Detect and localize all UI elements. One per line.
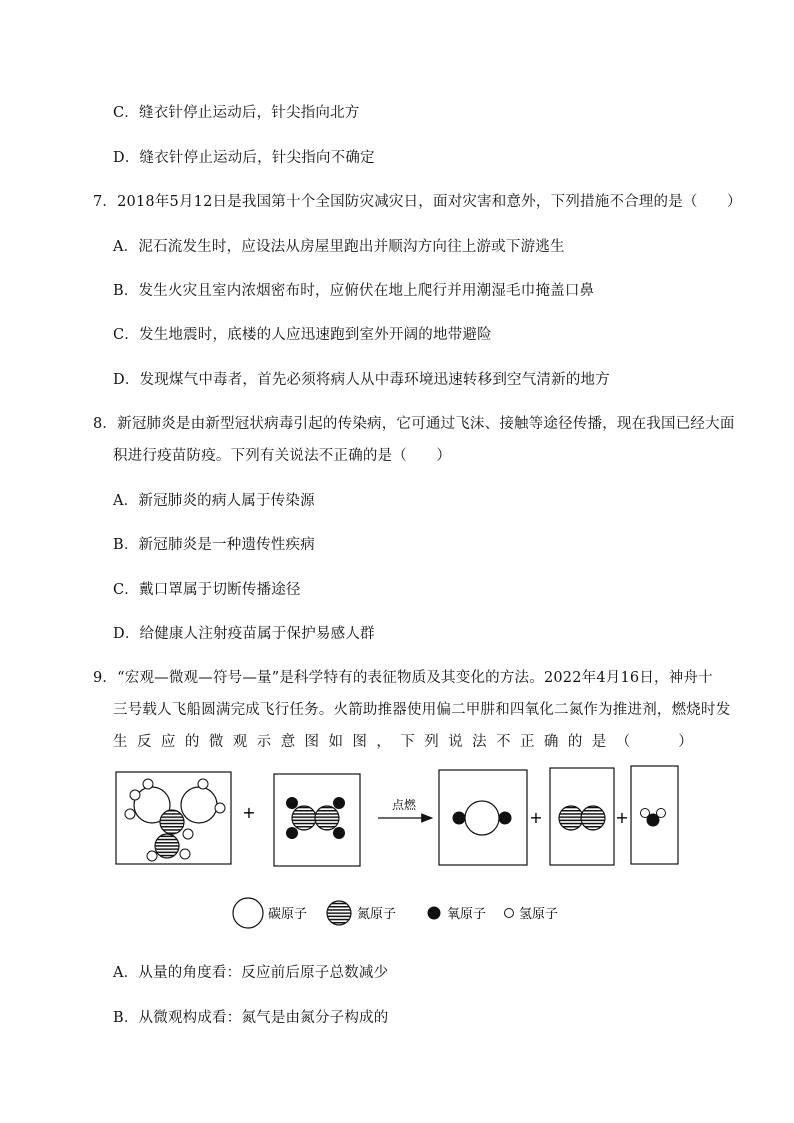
q9-stem-line-3-char: 不 (496, 734, 511, 750)
nitrogen-atom (581, 806, 605, 830)
q9-stem-line-1: 9．“宏观—微观—符号—量”是科学特有的表征物质及其变化的方法。2022年4月16日，神舟十 (93, 670, 713, 686)
q8-option-d: D．给健康人注射疫苗属于保护易感人群 (113, 626, 375, 642)
q7-option-c: C．发生地震时，底楼的人应迅速跑到室外开阔的地带避险 (113, 327, 492, 343)
q7-stem: 7．2018年5月12日是我国第十个全国防灾减灾日，面对灾害和意外，下列措施不合理的是（ ） (93, 194, 742, 210)
reactant-2-box (274, 774, 360, 866)
plus-sign: + (615, 808, 629, 827)
legend-nitrogen (327, 901, 396, 925)
nitrogen-atom (160, 810, 184, 834)
carbon-legend-icon (233, 898, 263, 928)
q7-option-d: D．发现煤气中毒者，首先必须将病人从中毒环境迅速转移到空气清新的地方 (113, 372, 610, 388)
q7-option-a: A．泥石流发生时，应设法从房屋里跑出并顺沟方向往上游或下游逃生 (113, 239, 565, 255)
legend-carbon (233, 898, 307, 928)
hydrogen-legend-icon (505, 909, 514, 918)
q9-option-b: B．从微观构成看：氮气是由氮分子构成的 (113, 1010, 389, 1026)
q9-stem-line-3-char: 如 (328, 734, 344, 750)
nitrogen-legend-icon (327, 901, 351, 925)
oxygen-atom (333, 827, 345, 839)
q8-option-b: B．新冠肺炎是一种遗传性疾病 (113, 537, 315, 553)
q9-stem-line-3-char: 是 (591, 734, 607, 750)
q9-stem-line-3-char: 确 (543, 734, 559, 750)
q9-stem-line-3-char: 下 (400, 734, 415, 750)
oxygen-atom (499, 812, 512, 825)
product-1-box (439, 770, 527, 865)
reaction-diagram (110, 762, 690, 932)
q9-stem-line-3-char: 正 (519, 734, 535, 750)
hydrogen-atom (147, 851, 157, 861)
legend-nitrogen-label: 氮原子 (357, 907, 397, 922)
q9-stem-line-3-char: ） (678, 734, 693, 750)
legend-carbon-label: 碳原子 (268, 907, 308, 922)
q9-stem-line-2: 三号载人飞船圆满完成飞行任务。火箭助推器使用偏二甲肼和四氧化二氮作为推进剂，燃烧时发 (113, 702, 731, 718)
carbon-atom (181, 787, 217, 823)
carbon-atom (465, 801, 499, 835)
nitrogen-atom (315, 806, 339, 830)
q8-option-a: A．新冠肺炎的病人属于传染源 (113, 493, 315, 509)
nitrogen-atom (155, 834, 179, 858)
plus-sign: + (529, 808, 543, 827)
nitrogen-atom (559, 806, 583, 830)
q9-stem-line-3-char: 示 (256, 734, 272, 750)
hydrogen-atom (130, 790, 140, 800)
legend-hydrogen (505, 907, 559, 922)
q7-option-b: B．发生火灾且室内浓烟密布时，应俯伏在地上爬行并用潮湿毛巾掩盖口鼻 (113, 283, 595, 299)
q9-stem-line-3-char: ， (376, 734, 392, 750)
q9-stem-line-3-char: 微 (208, 734, 224, 750)
q9-stem-line-3-char: 的 (184, 734, 200, 750)
nitrogen-atom (292, 806, 316, 830)
q8-option-c: C．戴口罩属于切断传播途径 (113, 582, 301, 598)
q9-stem-line-3-char: 法 (472, 734, 487, 750)
hydrogen-atom (143, 779, 153, 789)
q9-stem-line-3 (113, 730, 693, 751)
q9-stem-line-3-char: 的 (567, 734, 583, 750)
oxygen-atom (453, 812, 466, 825)
q9-stem-line-3-char: 说 (448, 734, 463, 750)
hydrogen-atom (198, 779, 208, 789)
hydrogen-atom (657, 809, 666, 818)
q9-stem-line-3-char: （ (615, 734, 631, 750)
q6-option-d: D．缝衣针停止运动后，针尖指向不确定 (113, 150, 375, 166)
hydrogen-atom (183, 829, 193, 839)
oxygen-atom (286, 797, 298, 809)
q9-stem-line-3-char: 观 (232, 734, 248, 750)
q9-stem-line-3-char: 图 (352, 734, 368, 750)
q8-stem-line-1: 8．新冠肺炎是由新型冠状病毒引起的传染病，它可通过飞沫、接触等途径传播，现在我国已经大面 (93, 416, 735, 432)
legend-oxygen (428, 907, 487, 923)
q9-stem-line-3-char (640, 730, 669, 751)
q6-option-c: C．缝衣针停止运动后，针尖指向北方 (113, 105, 360, 121)
oxygen-legend-icon (428, 907, 441, 920)
q9-stem-line-3-char: 生 (113, 734, 128, 750)
ignite-label: 点燃 (391, 798, 417, 812)
q9-stem-line-3-char: 应 (160, 734, 176, 750)
legend-oxygen-label: 氧原子 (447, 907, 487, 922)
plus-sign: + (242, 803, 256, 822)
q8-stem-line-2: 积进行疫苗防疫。下列有关说法不正确的是（ ） (113, 448, 452, 464)
q9-stem-line-3-char: 意 (280, 734, 296, 750)
hydrogen-atom (180, 849, 190, 859)
reaction-arrow (378, 797, 432, 818)
q9-option-a: A．从量的角度看：反应前后原子总数减少 (113, 965, 389, 981)
reactant-1-box (116, 772, 231, 864)
oxygen-atom (333, 797, 345, 809)
q9-stem-line-3-char: 图 (304, 734, 320, 750)
legend-hydrogen-label: 氢原子 (519, 907, 559, 922)
legend (233, 898, 558, 928)
product-3-box (631, 766, 678, 864)
product-2-box (550, 768, 614, 865)
q9-stem-line-3-char: 反 (136, 734, 152, 750)
q9-stem-line-3-char: 列 (424, 734, 439, 750)
hydrogen-atom (125, 809, 135, 819)
hydrogen-atom (641, 809, 650, 818)
hydrogen-atom (215, 803, 225, 813)
oxygen-atom (286, 827, 298, 839)
